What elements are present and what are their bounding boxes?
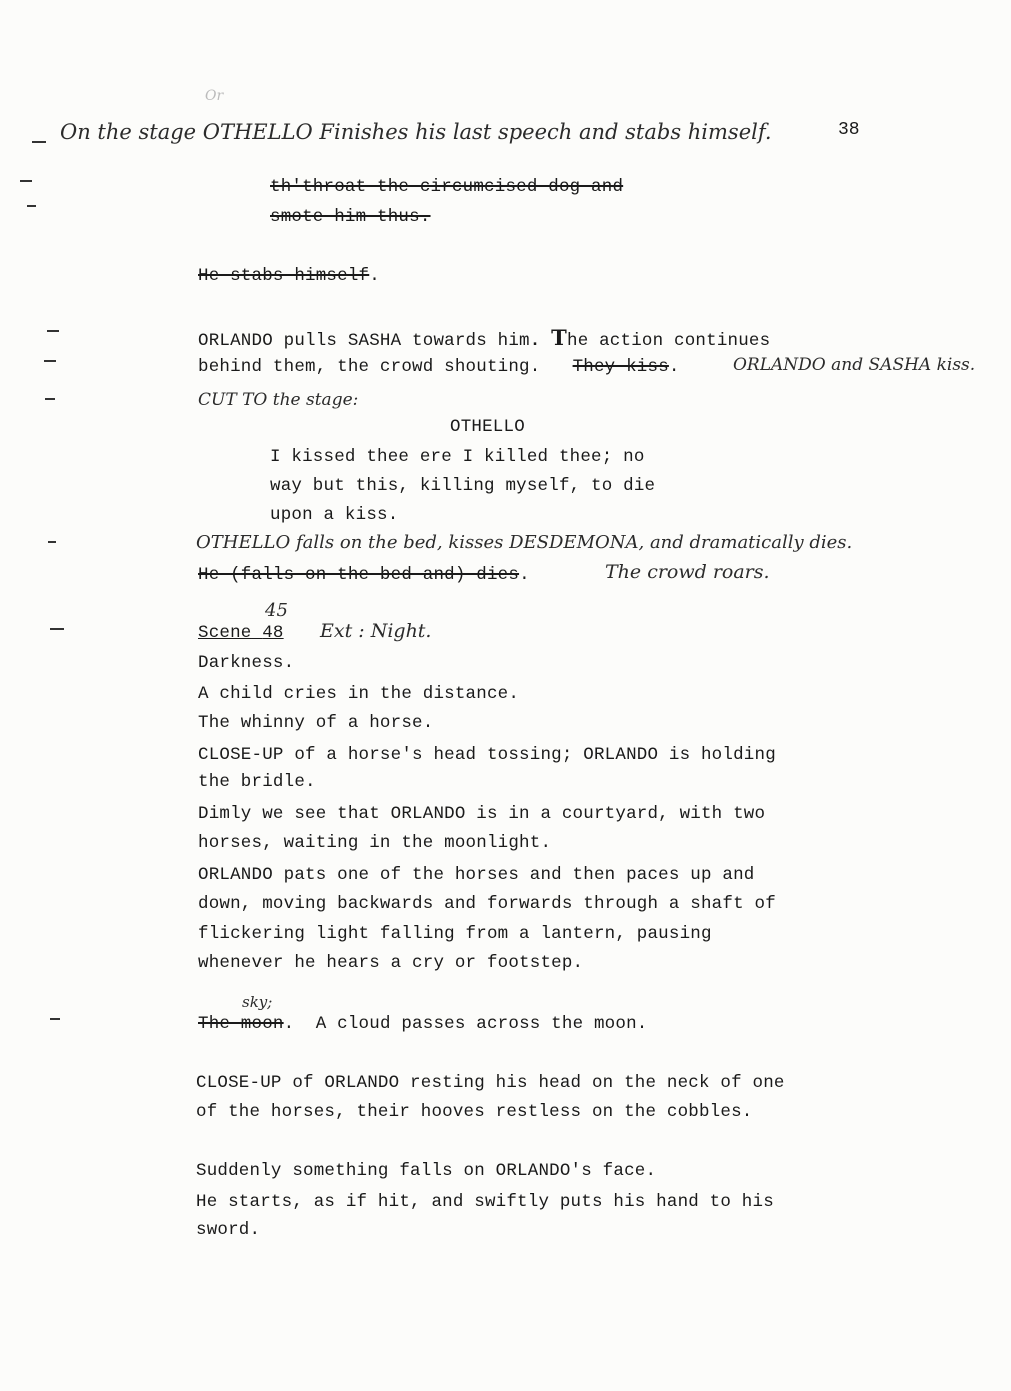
margin-dash <box>45 398 55 400</box>
dialogue-line: upon a kiss. <box>270 505 399 525</box>
scene-label: Scene <box>198 623 252 643</box>
struck-moon: The moon <box>198 1014 284 1034</box>
final-line: Suddenly something falls on ORLANDO's face. <box>196 1161 657 1181</box>
faint-mark: Or <box>205 88 224 104</box>
speaker-name: OTHELLO <box>450 417 525 437</box>
scene-line: Dimly we see that ORLANDO is in a courtyard, with two <box>198 804 766 824</box>
period: . <box>668 357 680 377</box>
period: . <box>369 266 380 286</box>
margin-dash <box>27 205 36 207</box>
struck-line-wrap <box>198 266 380 286</box>
struck-stabs: He stabs himself <box>198 266 370 286</box>
action-text: he action continues <box>567 331 771 351</box>
handwritten-cut-to: CUT TO the stage: <box>198 390 359 410</box>
moon-line <box>198 1014 648 1034</box>
margin-dash <box>48 541 56 543</box>
handwritten-scene-number: 45 <box>265 600 288 621</box>
scene-line: horses, waiting in the moonlight. <box>198 833 552 853</box>
closeup-line: of the horses, their hooves restless on the cobbles. <box>196 1102 753 1122</box>
struck-line: th'throat the circumcised dog and <box>270 177 624 197</box>
dialogue-line: way but this, killing myself, to die <box>270 476 656 496</box>
handwritten-kiss-note: ORLANDO and SASHA kiss. <box>733 355 976 375</box>
scene-number-old: 48 <box>262 623 284 643</box>
handwritten-crowd-roars: The crowd roars. <box>605 561 770 583</box>
closeup-line: CLOSE-UP of ORLANDO resting his head on the neck of one <box>196 1073 785 1093</box>
scene-line: whenever he hears a cry or footstep. <box>198 953 584 973</box>
scene-line: The whinny of a horse. <box>198 713 434 733</box>
struck-falls: He (falls on the bed and) dies <box>198 565 520 585</box>
action-text: behind them, the crowd shouting. <box>198 357 541 377</box>
capital-t-mark: T <box>551 325 567 350</box>
scene-heading <box>198 623 284 643</box>
action-text: ORLANDO pulls SASHA towards him <box>198 331 530 351</box>
scene-line: Darkness. <box>198 653 295 673</box>
scene-line: down, moving backwards and forwards through a shaft of <box>198 894 776 914</box>
scene-line: ORLANDO pats one of the horses and then paces up and <box>198 865 755 885</box>
handwritten-sky: sky; <box>242 993 273 1011</box>
margin-dash <box>44 360 56 362</box>
margin-dash <box>20 180 32 182</box>
handwritten-stage-note: On the stage OTHELLO Finishes his last speech and stabs himself. <box>60 120 772 144</box>
margin-dash <box>32 141 46 143</box>
margin-dash <box>50 628 64 630</box>
scene-line: flickering light falling from a lantern, pausing <box>198 924 712 944</box>
final-line: He starts, as if hit, and swiftly puts his hand to his <box>196 1192 774 1212</box>
action-line <box>198 357 680 377</box>
final-line: sword. <box>196 1220 261 1240</box>
dialogue-line: I kissed thee ere I killed thee; no <box>270 447 645 467</box>
handwritten-scene-note: Ext : Night. <box>320 620 432 642</box>
scene-line: CLOSE-UP of a horse's head tossing; ORLANDO is holding <box>198 745 776 765</box>
period: . <box>283 1014 295 1034</box>
struck-falls-wrap <box>198 565 530 585</box>
comma-mark: . <box>529 331 541 351</box>
period: . <box>519 565 530 585</box>
cloud-line: A cloud passes across the moon. <box>315 1014 648 1034</box>
margin-dash <box>50 1018 60 1020</box>
margin-dash <box>47 330 59 332</box>
scene-line: A child cries in the distance. <box>198 684 520 704</box>
page-number: 38 <box>838 120 860 140</box>
handwritten-othello-dies: OTHELLO falls on the bed, kisses DESDEMONA, and dramatically dies. <box>196 532 853 553</box>
scene-line: the bridle. <box>198 772 316 792</box>
struck-line: smote him thus. <box>270 207 431 227</box>
action-line <box>198 325 771 351</box>
struck-kiss: They kiss <box>572 357 669 377</box>
